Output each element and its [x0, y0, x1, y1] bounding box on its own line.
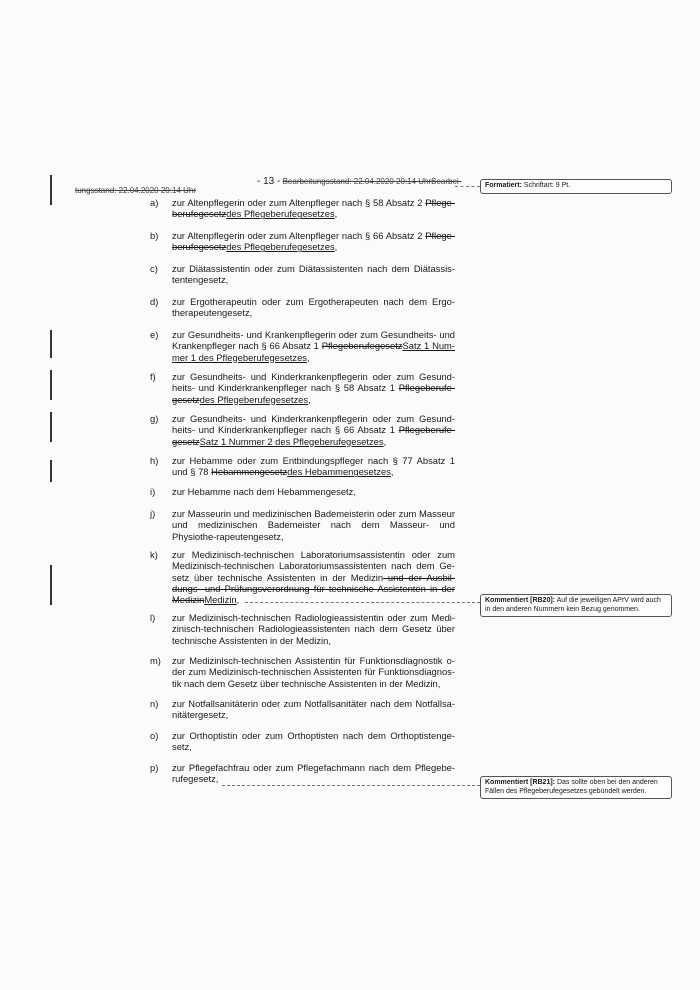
- comment-box-rb20[interactable]: [480, 594, 672, 617]
- item-text-run: zur Diätassistentin oder zum Diätassistenten nach dem Diätassis-tentengesetz,: [172, 263, 455, 286]
- item-text-run: zur Masseurin und medizinischen Bademeisterin oder zum Masseur und medizinischen Bademeister nach dem Masseur- und Physiothe-rapeutengesetz,: [172, 508, 455, 542]
- item-text: [172, 455, 455, 478]
- item-letter: i): [150, 486, 156, 497]
- list-item: [150, 508, 455, 542]
- comment-box-rb21[interactable]: [480, 776, 672, 799]
- list-item: [150, 371, 455, 405]
- change-bar: [50, 460, 52, 482]
- change-bar: [50, 412, 52, 442]
- list-item: [150, 413, 455, 447]
- item-text-run: zur Orthoptistin oder zum Orthoptisten nach dem Orthoptistenge-setz,: [172, 730, 455, 753]
- item-letter: m): [150, 655, 161, 666]
- comment-connector: [222, 785, 480, 786]
- deleted-text: Hebammengesetz: [211, 466, 288, 478]
- comment-text: Auf die jeweiligen APrV wird auch in den anderen Nummern kein Bezug genommen.: [485, 597, 661, 613]
- item-text: [172, 413, 455, 447]
- item-text-run: zur Medizinisch-technischen Assistentin für Funktionsdiagnostik o-der zum Medizinisch-technischen Assistenten für Funktionsdiagnos-tik nach dem Gesetz über technische Assistenten in der Medizin,: [172, 655, 455, 689]
- item-text-run: zur Pflegefachfrau oder zum Pflegefachmann nach dem Pflegebe-rufegesetz,: [172, 762, 455, 785]
- list-item: [150, 655, 455, 689]
- inserted-text: Medizin: [204, 594, 237, 606]
- item-letter: l): [150, 612, 156, 623]
- item-text: [172, 296, 455, 319]
- item-text-run: ,: [334, 208, 338, 220]
- item-text-run: ,: [334, 241, 338, 253]
- list-item: [150, 549, 455, 605]
- comment-label: Kommentiert [RB21]:: [485, 779, 556, 786]
- item-letter: h): [150, 455, 159, 466]
- item-text: [172, 730, 455, 753]
- change-bar: [50, 370, 52, 400]
- list-item: [150, 296, 455, 319]
- inserted-text: des Pflegeberufegesetzes: [199, 393, 309, 405]
- deleted-text: Pflege-berufegesetz: [172, 197, 455, 220]
- comment-label: Formatiert:: [485, 182, 522, 189]
- item-text-run: ,: [390, 466, 394, 478]
- item-text-run: zur Ergotherapeutin oder zum Ergotherapeuten nach dem Ergo-therapeutengesetz,: [172, 296, 455, 319]
- change-bar: [50, 565, 52, 605]
- item-text-run: zur Altenpflegerin oder zum Altenpfleger nach § 58 Absatz 2: [172, 197, 426, 208]
- item-text-run: zur Gesundheits- und Krankenpflegerin oder zum Gesundheits- und Krankenpfleger nach § 66 Absatz 1: [172, 329, 455, 352]
- item-letter: f): [150, 371, 156, 382]
- change-bar: [50, 330, 52, 358]
- item-text-run: zur Medizinisch-technischen Laboratoriumsassistentin oder zum Medizinisch-technischen Laboratoriumsassistenten nach dem Ge-setz über technische Assistenten in der Medizin: [172, 549, 455, 583]
- item-text-run: zur Medizinisch-technischen Radiologieassistentin oder zum Medi-zinisch-technischen Radiologieassistenten nach dem Gesetz über technische Assistenten in der Medizin,: [172, 612, 455, 646]
- item-text: [172, 655, 455, 689]
- deleted-text: Pflege-berufegesetz: [172, 230, 455, 253]
- item-text: [172, 230, 455, 253]
- item-text: [172, 698, 455, 721]
- item-letter: o): [150, 730, 159, 741]
- inserted-text: Satz 1 Nummer 2 des Pflegeberufegesetzes: [199, 435, 384, 447]
- list-item: [150, 263, 455, 286]
- deleted-text: und der Ausbil-dungs- und Prüfungsverordnung für technische Assistenten in der Medizin: [172, 571, 455, 606]
- list-item: [150, 612, 455, 646]
- change-bar: [50, 175, 52, 205]
- list-item: [150, 329, 455, 363]
- inserted-text: des Pflegeberufegesetzes: [226, 208, 335, 220]
- list-item: [150, 486, 455, 497]
- item-text-run: zur Hebamme oder zum Entbindungspfleger nach § 77 Absatz 1 und § 78: [172, 455, 455, 478]
- item-text: [172, 263, 455, 286]
- item-text-run: zur Altenpflegerin oder zum Altenpfleger nach § 66 Absatz 2: [172, 230, 426, 241]
- item-letter: c): [150, 263, 158, 274]
- deleted-status-continuation: tungsstand: 22.04.2020 20:14 Uhr: [75, 186, 196, 195]
- item-text-run: ,: [306, 351, 310, 363]
- comment-connector: [245, 602, 480, 603]
- page-number: - 13 -: [257, 176, 281, 187]
- list-item: [150, 762, 455, 785]
- deleted-text: Pflegeberufe-gesetz: [172, 424, 455, 447]
- item-text: [172, 197, 455, 220]
- list-item: [150, 197, 455, 220]
- inserted-text: des Hebammengesetzes: [287, 466, 391, 478]
- format-comment-box[interactable]: [480, 179, 672, 194]
- item-letter: b): [150, 230, 159, 241]
- comment-text: Das sollte oben bei den anderen Fällen des Pflegeberufegesetzes gebündelt werden.: [485, 779, 658, 795]
- comment-label: Kommentiert [RB20]:: [485, 597, 556, 604]
- deleted-text: Pflegeberufegesetz: [321, 340, 403, 352]
- deleted-text: Pflegeberufe-gesetz: [172, 382, 455, 405]
- item-letter: k): [150, 549, 158, 560]
- item-text: [172, 508, 455, 542]
- item-letter: e): [150, 329, 159, 340]
- list-item: [150, 698, 455, 721]
- item-text-run: zur Gesundheits- und Kinderkrankenpflegerin oder zum Gesund-heits- und Kinderkrankenpfleger nach § 66 Absatz 1: [172, 413, 455, 436]
- list-item: [150, 230, 455, 253]
- list-item: [150, 455, 455, 478]
- item-text: [172, 486, 455, 497]
- item-text-run: zur Hebamme nach dem Hebammengesetz,: [172, 486, 356, 497]
- item-letter: p): [150, 762, 159, 773]
- item-text-run: zur Notfallsanitäterin oder zum Notfallsanitäter nach dem Notfallsa-nitätergesetz,: [172, 698, 455, 721]
- item-text: [172, 371, 455, 405]
- item-letter: n): [150, 698, 159, 709]
- item-text-run: ,: [308, 393, 311, 405]
- item-text-run: zur Gesundheits- und Kinderkrankenpflegerin oder zum Gesund-heits- und Kinderkrankenpfleger nach § 58 Absatz 1: [172, 371, 455, 394]
- inserted-text: des Pflegeberufegesetzes: [226, 241, 335, 253]
- item-letter: a): [150, 197, 159, 208]
- comment-text: Schriftart: 9 Pt.: [521, 182, 571, 189]
- item-letter: d): [150, 296, 159, 307]
- item-letter: g): [150, 413, 159, 424]
- item-text: [172, 612, 455, 646]
- item-text: [172, 762, 455, 785]
- list-item: [150, 730, 455, 753]
- comment-connector: [455, 186, 480, 187]
- item-letter: j): [150, 508, 156, 519]
- page-header: [257, 176, 461, 187]
- item-text: [172, 549, 455, 605]
- item-text-run: ,: [236, 594, 240, 606]
- deleted-status-text: Bearbeitungsstand: 22.04.2020 20:14 UhrBearbei-: [282, 177, 462, 186]
- inserted-text: Satz 1 Num-mer 1 des Pflegeberufegesetzes: [172, 340, 455, 363]
- item-text-run: ,: [383, 435, 387, 447]
- item-text: [172, 329, 455, 363]
